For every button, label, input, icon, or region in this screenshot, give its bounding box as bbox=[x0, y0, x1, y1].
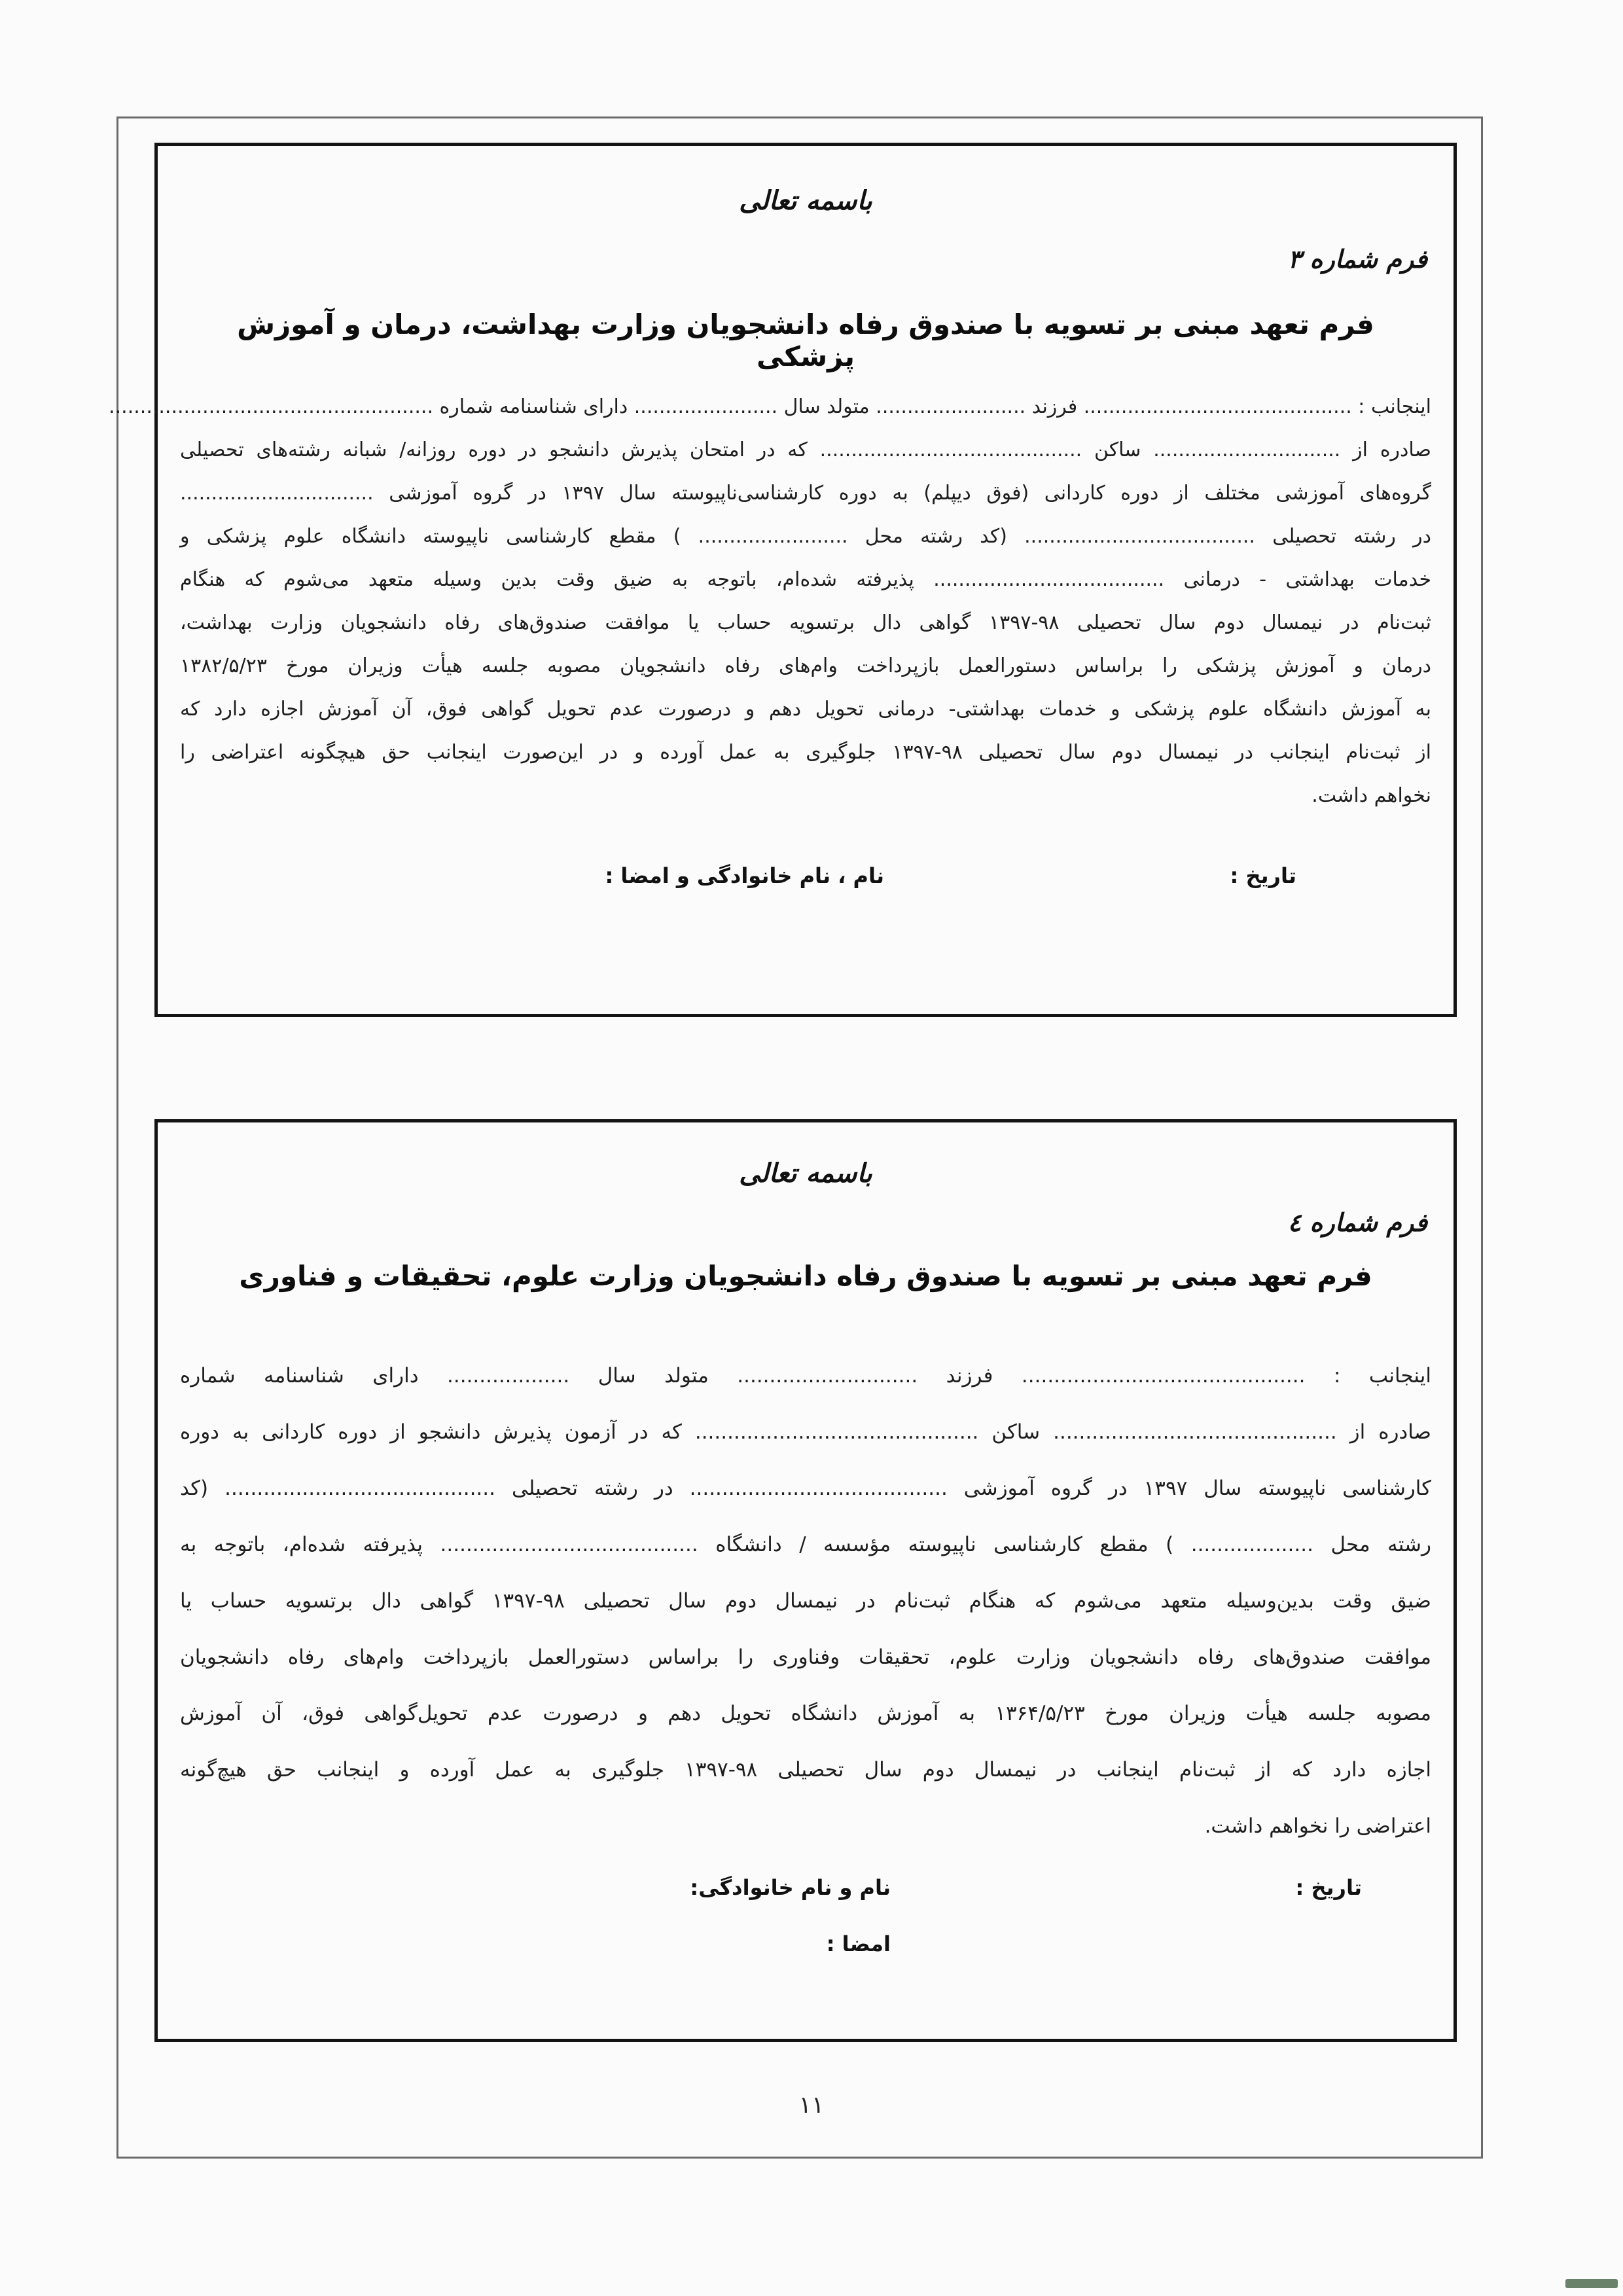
form-3-name-signature-label: نام ، نام خانوادگی و امضا : bbox=[605, 863, 884, 888]
form-4-date-label: تاریخ : bbox=[1295, 1875, 1362, 1900]
form-4-body bbox=[180, 1348, 1431, 1854]
form-4-line: اجازه دارد که از ثبت‌نام اینجانب در نیمسال دوم سال تحصیلی ۹۸-۱۳۹۷ جلوگیری به عمل آورده و اینجانب حق هیچ‌گونه bbox=[180, 1758, 1431, 1782]
form-3-line: اینجانب : ........................................... فرزند ........................ متولد سال ....................... دارای شناسنامه شماره .................................................... bbox=[109, 395, 1431, 418]
form-3-signature-row bbox=[158, 863, 1454, 903]
form-4-signature-row-2 bbox=[158, 1931, 1454, 1971]
form-3-line: ثبت‌نام در نیمسال دوم سال تحصیلی ۹۸-۱۳۹۷ گواهی دال برتسویه حساب یا موافقت صندوق‌های رفاه دانشجویان وزارت بهداشت، bbox=[180, 611, 1431, 634]
form-4-line: موافقت صندوق‌های رفاه دانشجویان وزارت علوم، تحقیقات وفناوری را براساس دستورالعمل بازپرداخت وام‌های رفاه دانشجویان bbox=[180, 1645, 1431, 1669]
form-3-box bbox=[109, 143, 1457, 1017]
form-3-date-label: تاریخ : bbox=[1230, 863, 1296, 888]
form-4-name-label: نام و نام خانوادگی: bbox=[690, 1875, 891, 1900]
form-4-line: صادره از ............................................ ساکن ............................................ که در آزمون پذیرش دانشجو از دوره کاردانی به دوره bbox=[180, 1420, 1431, 1444]
form-3-line: گروه‌های آموزشی مختلف از دوره کاردانی (فوق دیپلم) به دوره کارشناسی‌ناپیوسته سال ۱۳۹۷ در گروه آموزشی ............................... bbox=[180, 482, 1431, 505]
form-4-line: اعتراضی را نخواهم داشت. bbox=[1204, 1814, 1431, 1838]
form-3-line: در رشته تحصیلی ..................................... (کد رشته محل ........................ ) مقطع کارشناسی ناپیوسته دانشگاه علوم پزشکی و bbox=[180, 525, 1431, 548]
watermark-stamp bbox=[1565, 2279, 1618, 2288]
form-4-signature-label: امضا : bbox=[826, 1931, 891, 1956]
form-3-body bbox=[109, 386, 1431, 817]
form-4-line: کارشناسی ناپیوسته سال ۱۳۹۷ در گروه آموزشی ........................................ در رشته تحصیلی .......................................... (کد bbox=[180, 1477, 1431, 1500]
form-3-line: صادره از .............................. ساکن .......................................... که در امتحان پذیرش دانشجو در دوره روزانه/ شبانه رشته‌های تحصیلی bbox=[180, 439, 1431, 461]
form-3-line: به آموزش دانشگاه علوم پزشکی و خدمات بهداشتی- درمانی تحویل دهم و درصورت عدم تحویل گواهی فوق، آن آموزش اجازه دارد که bbox=[180, 698, 1431, 721]
form-3-line: از ثبت‌نام اینجانب در نیمسال دوم سال تحصیلی ۹۸-۱۳۹۷ جلوگیری به عمل آورده و در این‌صورت اینجانب حق هیچگونه اعتراضی را bbox=[180, 741, 1431, 764]
form-4-number: فرم شماره ٤ bbox=[1287, 1208, 1427, 1237]
page-number: ۱۱ bbox=[798, 2092, 825, 2119]
form-3-number: فرم شماره ۳ bbox=[1287, 244, 1427, 274]
form-4-line: ضیق وقت بدین‌وسیله متعهد می‌شوم که هنگام ثبت‌نام در نیمسال دوم سال تحصیلی ۹۸-۱۳۹۷ گواهی دال برتسویه حساب یا bbox=[180, 1589, 1431, 1613]
form-3-line: درمان و آموزش پزشکی را براساس دستورالعمل بازپرداخت وام‌های رفاه دانشجویان مصوبه جلسه هیأت وزیران مورخ ۱۳۸۲/۵/۲۳ bbox=[180, 655, 1431, 677]
form-3-line: نخواهم داشت. bbox=[1311, 784, 1431, 807]
form-4-title: فرم تعهد مبنی بر تسویه با صندوق رفاه دانشجویان وزارت علوم، تحقیقات و فناوری bbox=[239, 1260, 1372, 1292]
form-4-line: اینجانب : ............................................ فرزند ............................ متولد سال ................... دارای شناسنامه شماره bbox=[180, 1364, 1431, 1388]
form-4-box bbox=[154, 1119, 1457, 2042]
form-3-basmala: باسمه تعالی bbox=[739, 185, 872, 216]
form-4-line: مصوبه جلسه هیأت وزیران مورخ ۱۳۶۴/۵/۲۳ به آموزش دانشگاه تحویل دهم و درصورت عدم تحویل‌گواهی فوق، آن آموزش bbox=[180, 1702, 1431, 1725]
form-3-line: خدمات بهداشتی - درمانی ..................................... پذیرفته شده‌ام، باتوجه به ضیق وقت بدین وسیله متعهد می‌شوم که هنگام bbox=[180, 568, 1431, 591]
form-4-basmala: باسمه تعالی bbox=[739, 1158, 872, 1189]
form-4-signature-row bbox=[158, 1875, 1454, 1914]
form-3-title: فرم تعهد مبنی بر تسویه با صندوق رفاه دانشجویان وزارت بهداشت، درمان و آموزش پزشکی bbox=[237, 308, 1374, 372]
form-4-line: رشته محل ................... ) مقطع کارشناسی ناپیوسته مؤسسه / دانشگاه ........................................ پذیرفته شده‌ام، باتوجه به bbox=[180, 1533, 1431, 1556]
